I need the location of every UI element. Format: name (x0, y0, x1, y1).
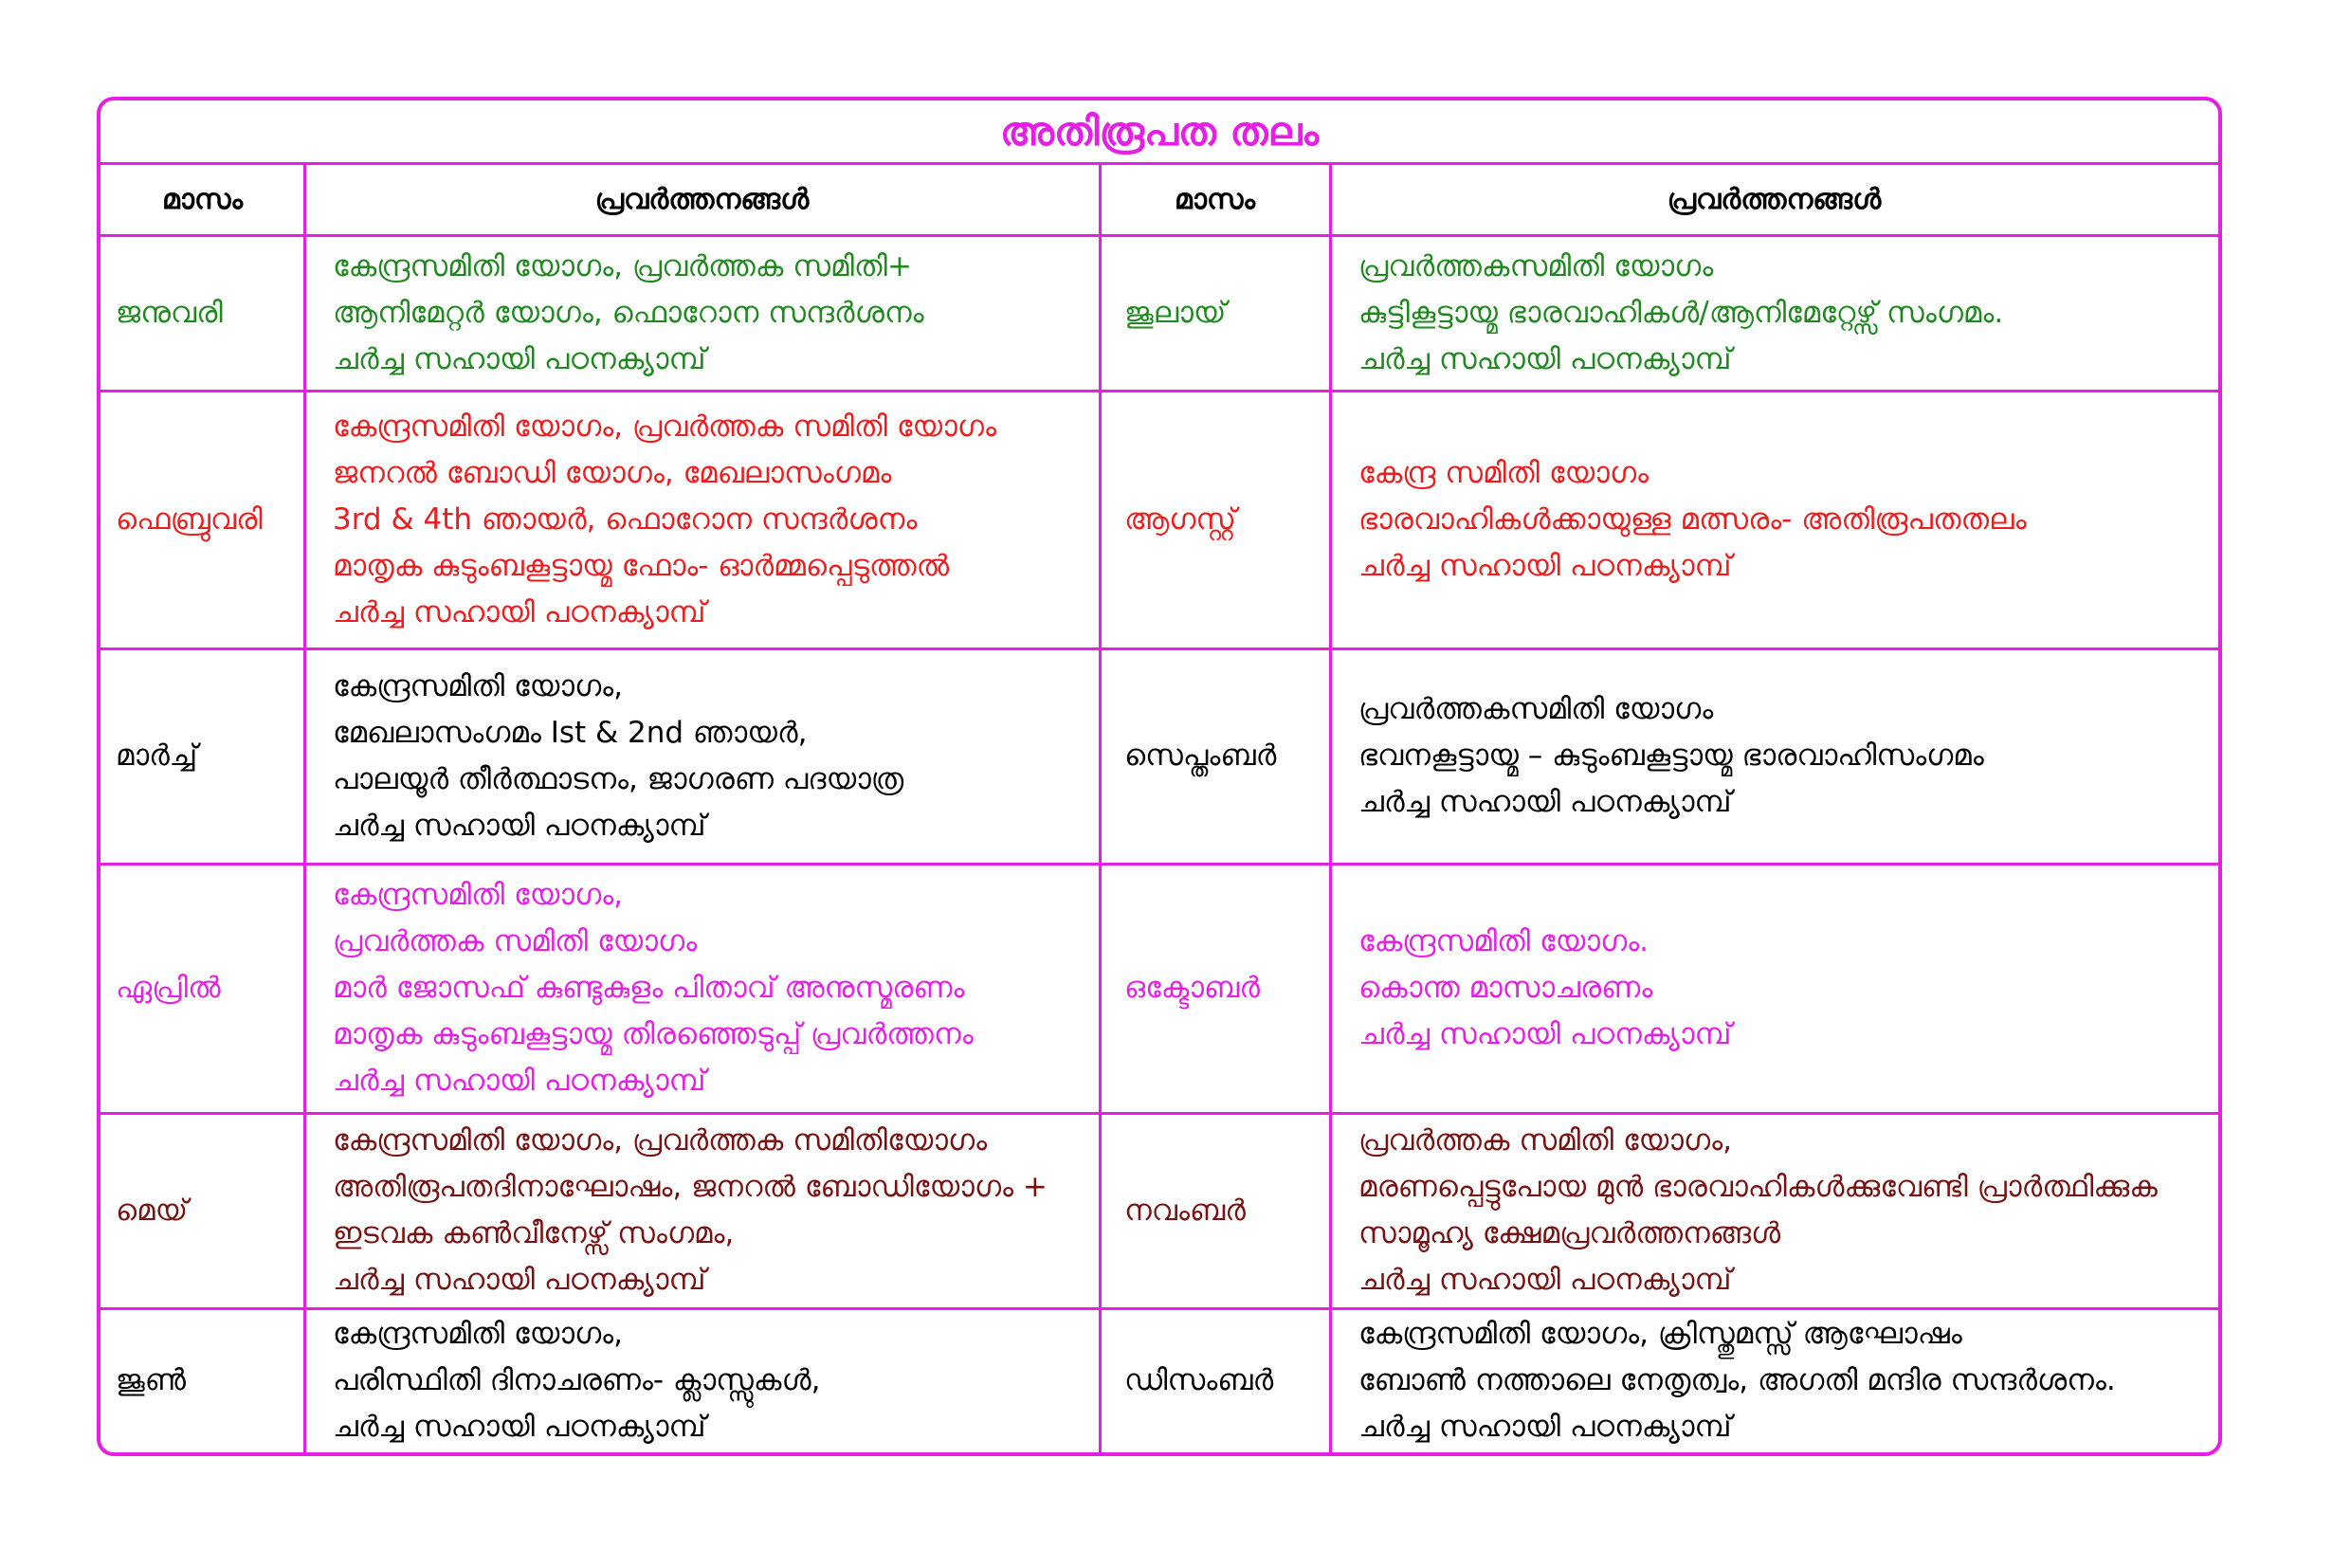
activity-line: കുട്ടികൂട്ടായ്മ ഭാരവാഹികൾ/ആനിമേറ്റേഴ്സ് സംഗമം. (1358, 295, 2004, 330)
activity-line: കേന്ദ്രസമിതി യോഗം, (333, 1316, 624, 1351)
month-cell: ജൂൺ (116, 1362, 187, 1397)
header-month-right: മാസം (1174, 182, 1256, 216)
month-cell: ജൂലായ് (1124, 295, 1227, 330)
activities-cell (333, 1113, 1090, 1308)
activity-line: ചർച്ച സഹായി പഠനക്യാമ്പ് (1358, 785, 1732, 819)
activity-line: കേന്ദ്രസമിതി യോഗം, ക്രിസ്തുമസ്സ് ആഘോഷം (1358, 1316, 1962, 1351)
month-cell: ആഗസ്റ്റ് (1124, 501, 1236, 537)
activity-line: ഇടവക കൺവീനേഴ്സ് സംഗമം, (333, 1216, 735, 1250)
activity-line: മരണപ്പെട്ടുപോയ മുൻ ഭാരവാഹികൾക്കുവേണ്ടി പ്രാർത്ഥിക്കുക (1358, 1170, 2158, 1204)
activity-line: മേഖലാസംഗമം Ist & 2nd ഞായർ, (333, 715, 808, 750)
activities-cell (1358, 1308, 2209, 1452)
month-cell: ഡിസംബർ (1124, 1362, 1274, 1397)
activity-line: കേന്ദ്രസമിതി യോഗം. (1358, 924, 1649, 958)
activities-cell (1358, 648, 2209, 864)
month-cell: ജനുവരി (116, 295, 223, 330)
column-divider (303, 163, 306, 1452)
header-activities-left: പ്രവർത്തനങ്ങൾ (594, 182, 810, 216)
activity-line: അതിരൂപതദിനാഘോഷം, ജനറൽ ബോഡിയോഗം + (333, 1170, 1048, 1204)
activities-cell (333, 1308, 1090, 1452)
activities-cell (1358, 1113, 2209, 1308)
month-cell: സെപ്തംബർ (1124, 738, 1277, 773)
month-cell: ഏപ്രിൽ (116, 971, 221, 1005)
activity-line: ചർച്ച സഹായി പഠനക്യാമ്പ് (333, 594, 706, 629)
activities-cell (333, 235, 1090, 391)
activity-line: കേന്ദ്രസമിതി യോഗം, പ്രവർത്തക സമിതിയോഗം (333, 1123, 988, 1158)
header-activities-right: പ്രവർത്തനങ്ങൾ (1667, 182, 1882, 216)
activity-line: ആനിമേറ്റർ യോഗം, ഫൊറോന സന്ദർശനം (333, 295, 924, 330)
activity-line: ചർച്ച സഹായി പഠനക്യാമ്പ് (333, 1064, 706, 1098)
activity-line: പ്രവർത്തക സമിതി യോഗം, (1358, 1123, 1732, 1158)
header-month-left: മാസം (161, 182, 244, 216)
month-cell: നവംബർ (1124, 1193, 1246, 1228)
column-divider (1099, 163, 1102, 1452)
activity-line: ചർച്ച സഹായി പഠനക്യാമ്പ് (333, 1263, 706, 1297)
activities-cell (1358, 391, 2209, 648)
activity-line: ചർച്ച സഹായി പഠനക്യാമ്പ് (1358, 1017, 1732, 1051)
activity-line: ഭാരവാഹികൾക്കായുള്ള മത്സരം- അതിരൂപതതലം (1358, 501, 2027, 537)
activities-cell (1358, 864, 2209, 1113)
activity-line: ചർച്ച സഹായി പഠനക്യാമ്പ് (333, 341, 706, 376)
activity-line: പ്രവർത്തകസമിതി യോഗം (1358, 692, 1714, 726)
activity-line: ചർച്ച സഹായി പഠനക്യാമ്പ് (1358, 341, 1732, 376)
table-title: അതിരൂപത തലം (999, 108, 1320, 155)
activity-line: ചർച്ച സഹായി പഠനക്യാമ്പ് (1358, 1263, 1732, 1297)
activity-line: ചർച്ച സഹായി പഠനക്യാമ്പ് (1358, 548, 1732, 583)
activity-line: ചർച്ച സഹായി പഠനക്യാമ്പ് (1358, 1409, 1732, 1444)
activity-line: കേന്ദ്രസമിതി യോഗം, പ്രവർത്തക സമിതി+ (333, 248, 912, 283)
month-cell: മെയ് (116, 1193, 189, 1228)
activity-line: ചർച്ച സഹായി പഠനക്യാമ്പ് (333, 1409, 706, 1444)
activity-line: മാർ ജോസഫ് കുണ്ടുകുളം പിതാവ് അനുസ്മരണം (333, 971, 965, 1005)
activity-line: കൊന്ത മാസാചരണം (1358, 971, 1653, 1005)
activity-line: സാമൂഹ്യ ക്ഷേമപ്രവർത്തനങ്ങൾ (1358, 1216, 1781, 1250)
activity-line: മാതൃക കുടുംബകൂട്ടായ്മ ഫോം- ഓർമ്മപ്പെടുത്തൽ (333, 548, 950, 583)
schedule-table (97, 97, 2222, 1456)
activity-line: മാതൃക കുടുംബകൂട്ടായ്മ തിരഞ്ഞെടുപ്പ് പ്രവർത്തനം (333, 1017, 974, 1051)
activities-cell (333, 648, 1090, 864)
activities-cell (333, 391, 1090, 648)
activity-line: ചർച്ച സഹായി പഠനക്യാമ്പ് (333, 808, 706, 843)
activity-line: കേന്ദ്രസമിതി യോഗം, പ്രവർത്തക സമിതി യോഗം (333, 409, 996, 444)
activity-line: പ്രവർത്തക സമിതി യോഗം (333, 924, 698, 958)
activity-line: പ്രവർത്തകസമിതി യോഗം (1358, 248, 1714, 283)
month-cell: മാർച്ച് (116, 738, 198, 773)
activity-line: കേന്ദ്ര സമിതി യോഗം (1358, 455, 1649, 490)
activity-line: ഭവനകൂട്ടായ്മ – കുടുംബകൂട്ടായ്മ ഭാരവാഹിസംഗമം (1358, 738, 1984, 773)
activities-cell (1358, 235, 2209, 391)
month-cell: ഒക്ടോബർ (1124, 971, 1260, 1005)
activity-line: 3rd & 4th ഞായർ, ഫൊറോന സന്ദർശനം (333, 501, 918, 537)
activity-line: പാലയൂർ തീർത്ഥാടനം, ജാഗരണ പദയാത്ര (333, 761, 904, 796)
activity-line: പരിസ്ഥിതി ദിനാചരണം- ക്ലാസ്സുകൾ, (333, 1362, 821, 1397)
activity-line: കേന്ദ്രസമിതി യോഗം, (333, 878, 624, 912)
month-cell: ഫെബ്രുവരി (116, 501, 263, 537)
activity-line: കേന്ദ്രസമിതി യോഗം, (333, 668, 624, 703)
activity-line: ബോൺ നത്താലെ നേതൃത്വം, അഗതി മന്ദിര സന്ദർശനം. (1358, 1362, 2116, 1397)
activities-cell (333, 864, 1090, 1113)
activity-line: ജനറൽ ബോഡി യോഗം, മേഖലാസംഗമം (333, 455, 892, 490)
